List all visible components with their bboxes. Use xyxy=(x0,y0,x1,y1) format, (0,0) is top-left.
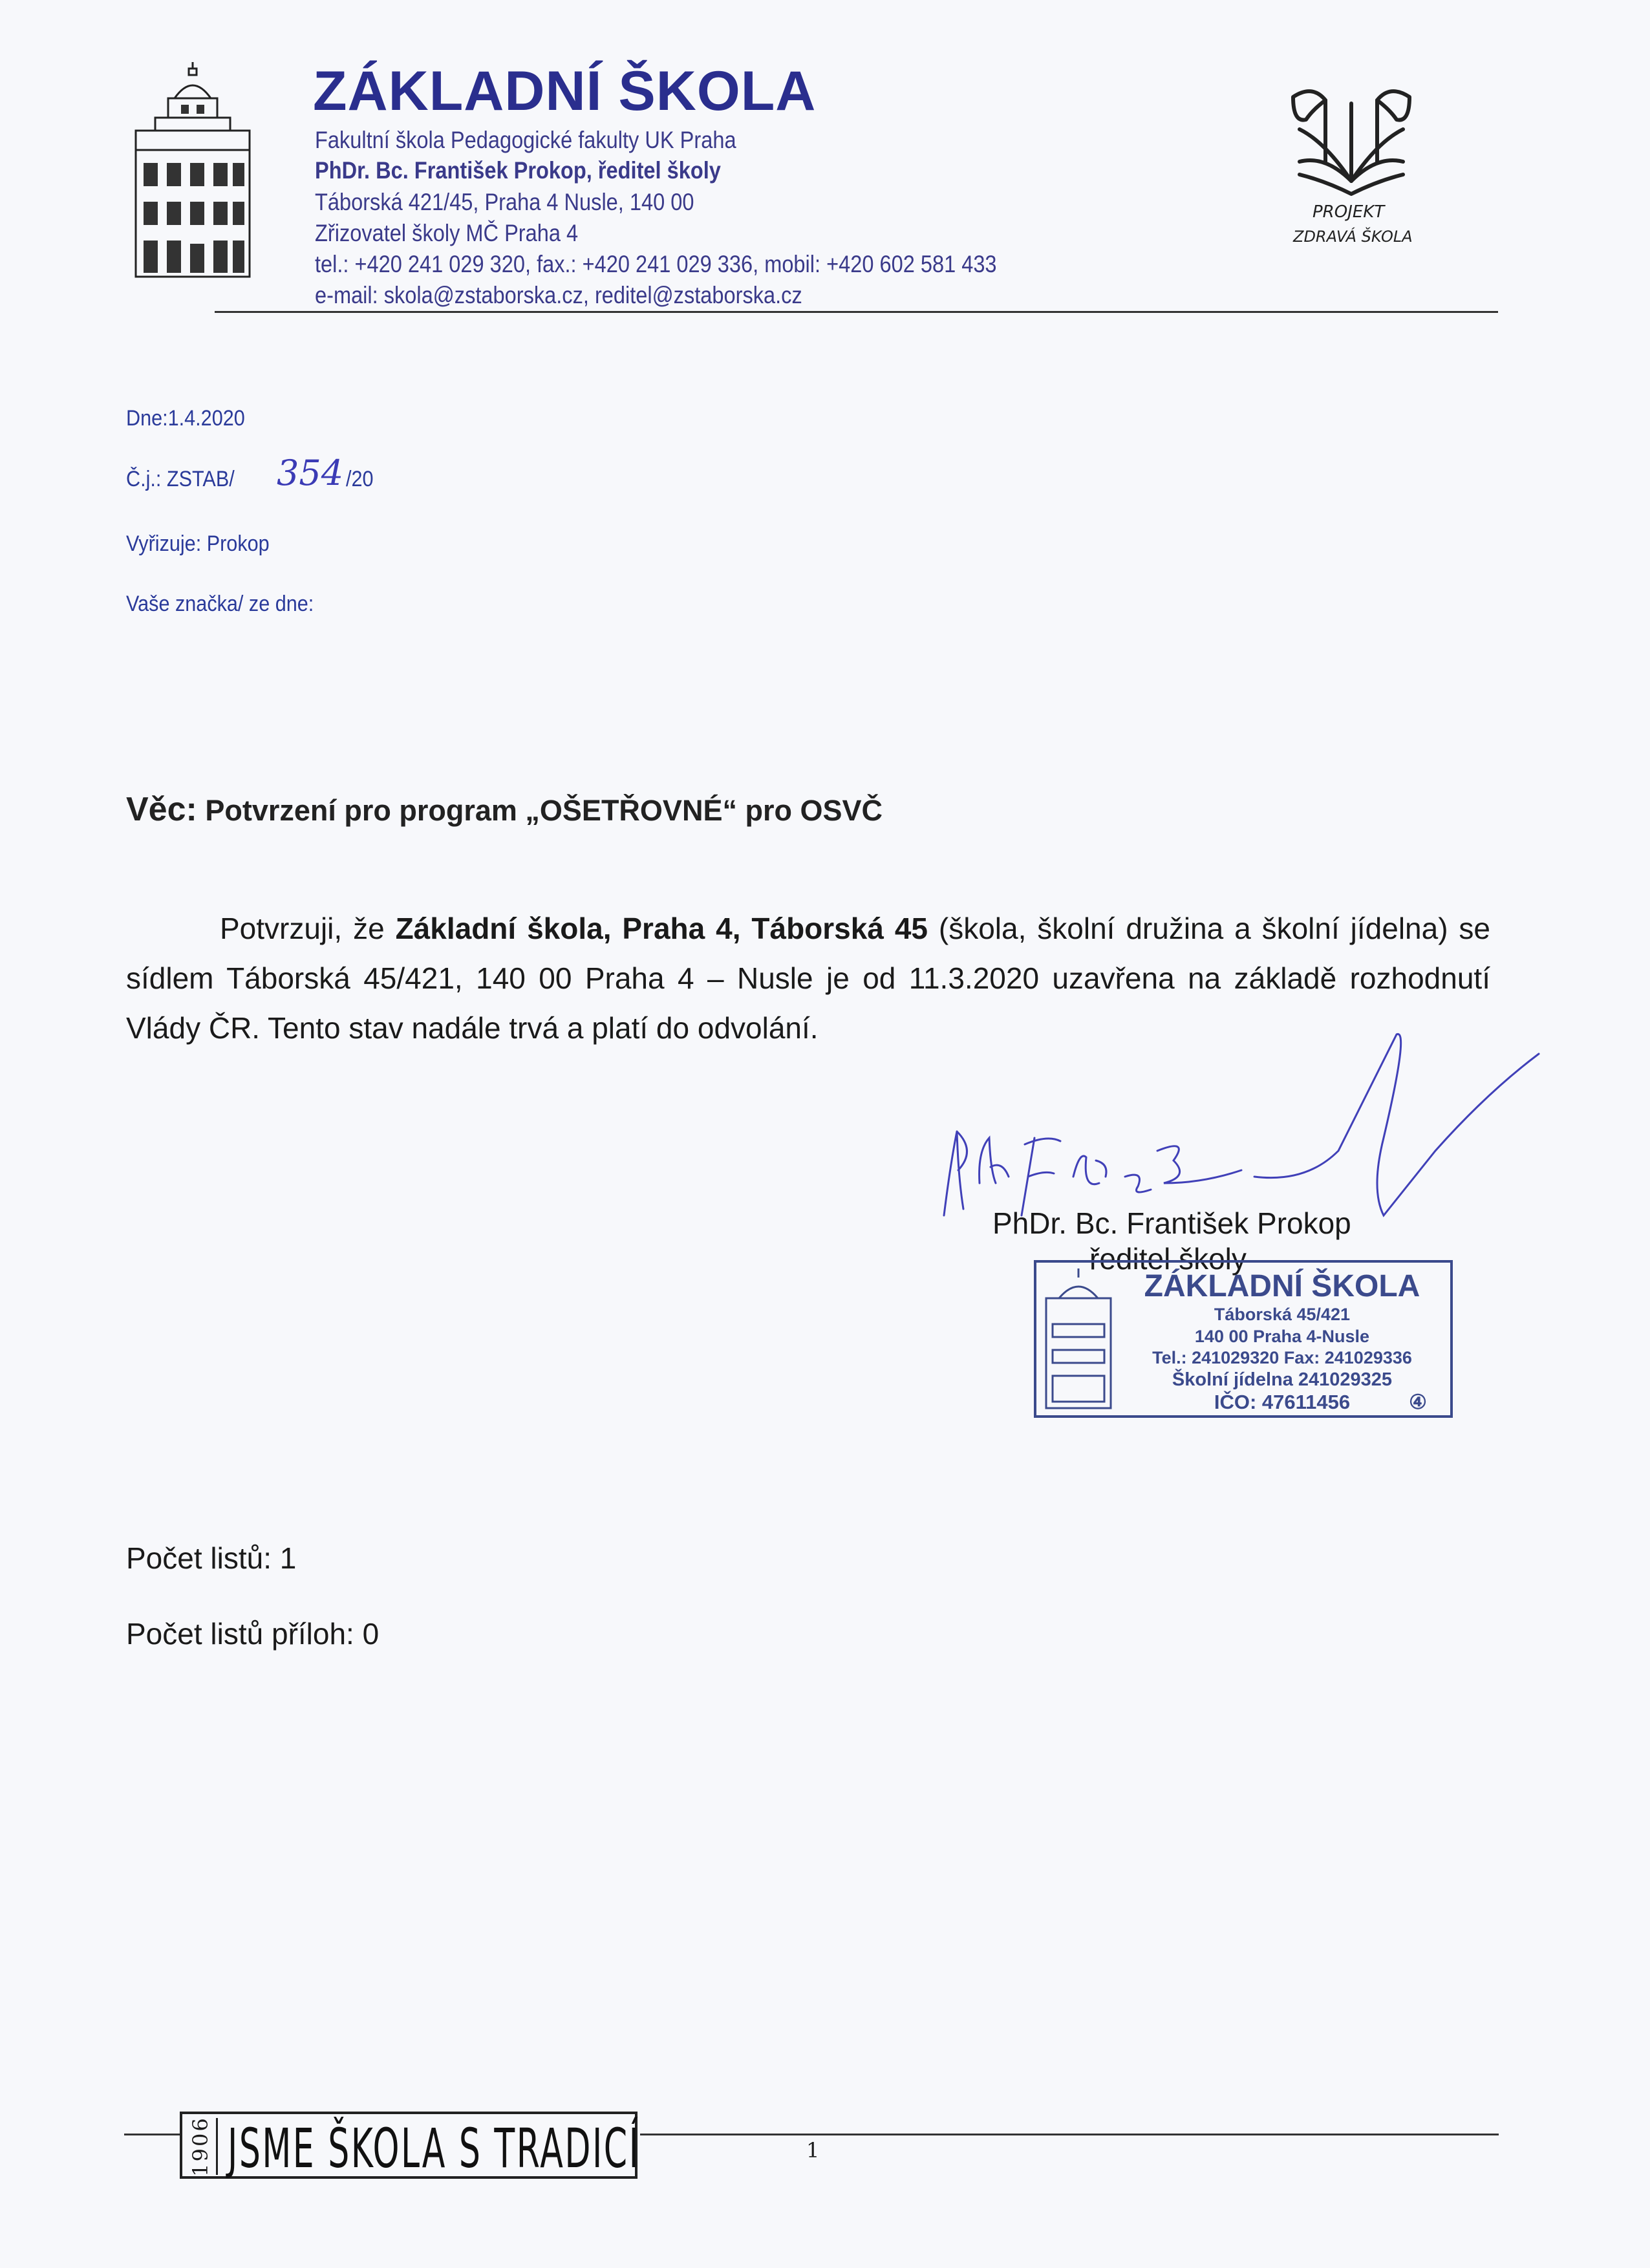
school-name: ZÁKLADNÍ ŠKOLA xyxy=(313,60,817,122)
sheet-count: Počet listů: 1 xyxy=(126,1541,297,1575)
footer-divider-right xyxy=(640,2134,1499,2135)
your-reference: Vaše značka/ ze dne: xyxy=(126,592,314,616)
paragraph-school-name: Základní škola, Praha 4, Táborská 45 xyxy=(395,912,928,945)
header-email-line: e-mail: skola@zstaborska.cz, reditel@zstaborska.cz xyxy=(315,282,802,308)
header-phone-line: tel.: +420 241 029 320, fax.: +420 241 029 336, mobil: +420 602 581 433 xyxy=(315,251,997,277)
document-date: Dne:1.4.2020 xyxy=(126,406,245,431)
stamp-city: 140 00 Praha 4-Nusle xyxy=(1194,1327,1370,1346)
stamp-phone: Tel.: 241029320 Fax: 241029336 xyxy=(1152,1348,1412,1367)
header-founder-line: Zřizovatel školy MČ Praha 4 xyxy=(315,220,579,246)
footer-slogan-box xyxy=(180,2112,641,2180)
stamp-ico: IČO: 47611456 xyxy=(1214,1391,1351,1413)
reference-number-label: Č.j.: ZSTAB/ xyxy=(126,467,235,491)
header-faculty-line: Fakultní škola Pedagogické fakulty UK Praha xyxy=(315,127,736,153)
signatory-name: PhDr. Bc. František Prokop xyxy=(992,1206,1351,1240)
stamp-canteen: Školní jídelna 241029325 xyxy=(1172,1369,1393,1390)
footer-year-box xyxy=(185,2118,218,2175)
page-number: 1 xyxy=(806,2138,820,2163)
reference-number-suffix: /20 xyxy=(346,467,374,491)
logo-caption-projekt: PROJEKT xyxy=(1312,202,1385,222)
footer-divider-left xyxy=(124,2134,182,2135)
subject-label: Věc: xyxy=(126,791,197,828)
header-divider xyxy=(215,311,1498,313)
stamp-title: ZÁKLADNÍ ŠKOLA xyxy=(1144,1269,1420,1303)
healthy-school-book-logo xyxy=(1287,84,1416,200)
logo-caption-zdrava-skola: ZDRAVÁ ŠKOLA xyxy=(1293,228,1413,246)
header-address-line: Táborská 421/45, Praha 4 Nusle, 140 00 xyxy=(315,189,694,215)
footer-year: 1906 xyxy=(188,2116,213,2177)
attachment-count: Počet listů příloh: 0 xyxy=(126,1617,380,1651)
paragraph-intro: Potvrzuji, že xyxy=(220,912,396,945)
school-stamp xyxy=(1033,1259,1453,1421)
stamp-number: ④ xyxy=(1409,1391,1427,1413)
handled-by: Vyřizuje: Prokop xyxy=(126,531,270,556)
header-director-line: PhDr. Bc. František Prokop, ředitel školy xyxy=(315,157,721,184)
signatory-role: ředitel školy xyxy=(1089,1242,1247,1276)
subject-text: Potvrzení pro program „OŠETŘOVNÉ“ pro OSVČ xyxy=(197,794,883,827)
subject-line xyxy=(126,790,883,829)
stamp-address: Táborská 45/421 xyxy=(1214,1305,1351,1324)
footer-slogan: JSME ŠKOLA S TRADICÍ xyxy=(228,2117,641,2180)
school-building-logo xyxy=(129,59,256,279)
paragraph-rest: (škola, školní družina a školní jídelna) se sídlem Táborská 45/421, 140 00 Praha 4 – Nusle je od 11.3.2020 uzavřena na základě rozhodnutí Vlády ČR. Tento stav nadále trvá a platí do odvolání. xyxy=(126,912,1491,1045)
reference-number-handwritten: 354 xyxy=(277,453,344,493)
